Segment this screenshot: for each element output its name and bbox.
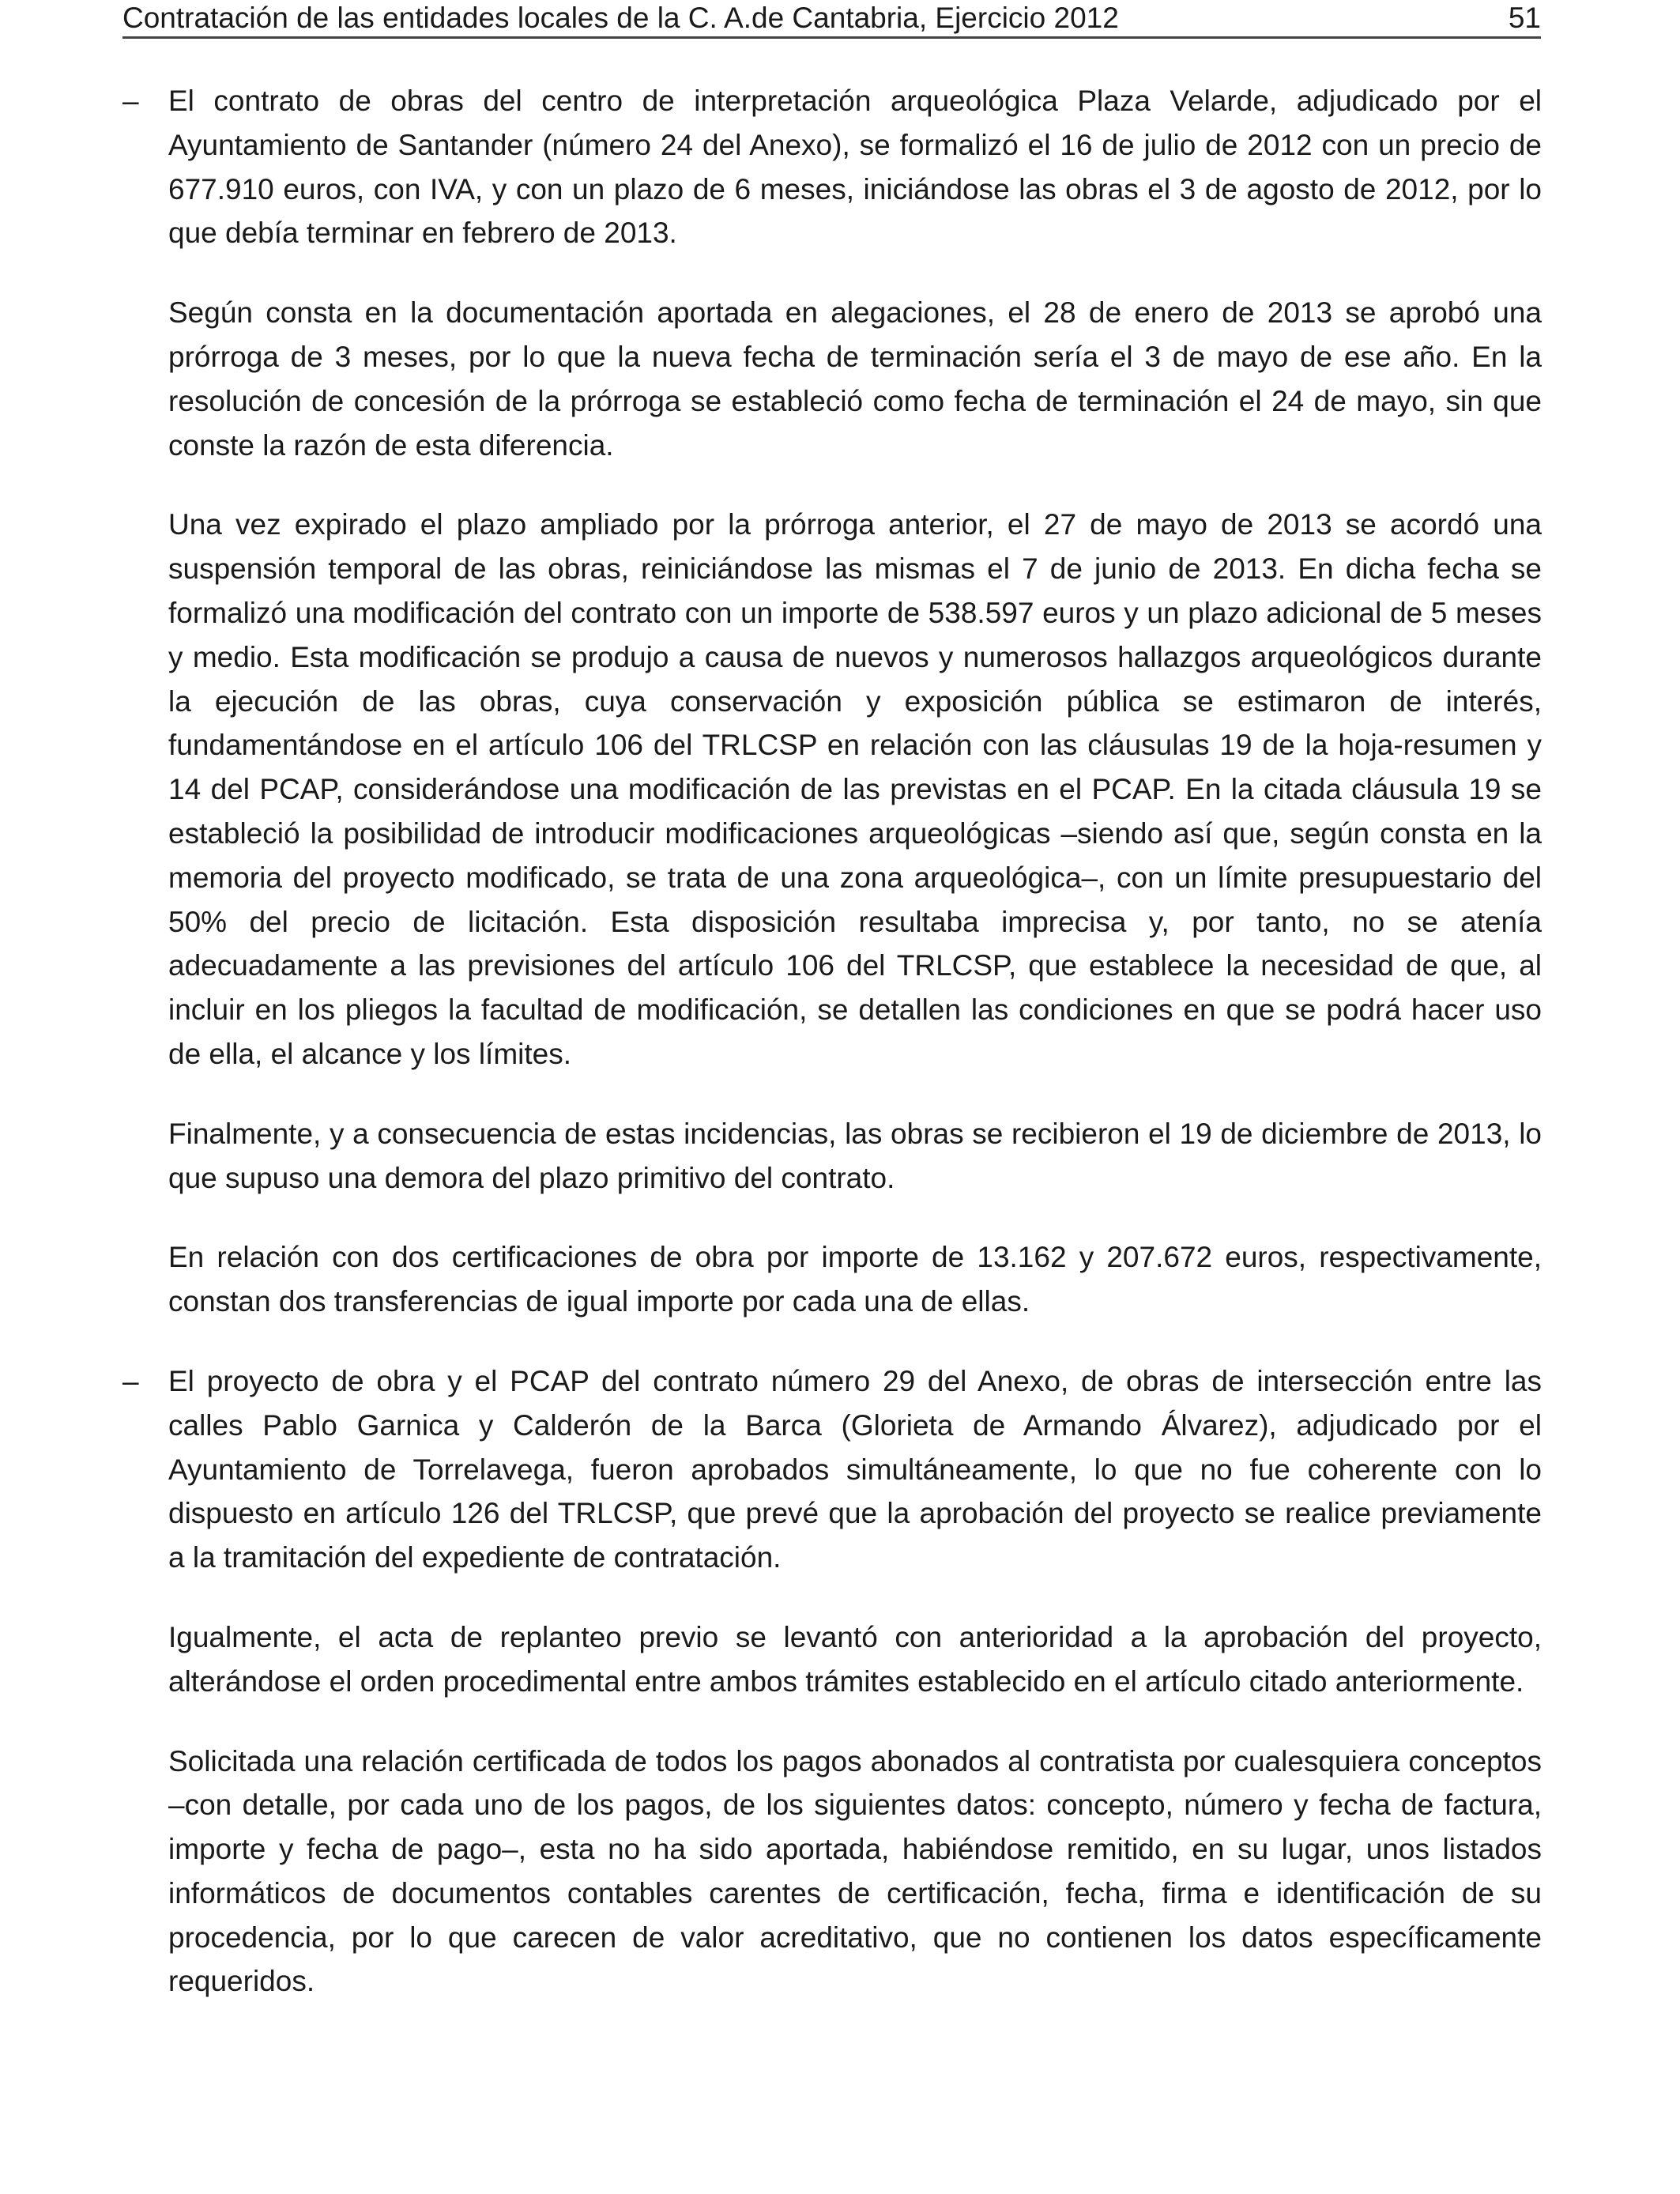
paragraph-text: Finalmente, y a consecuencia de estas incidencias, las obras se recibieron el 19 de diciembre de 2013, lo que supuso una demora del plazo primitivo del contrato. xyxy=(168,1117,1542,1194)
bullet-dash: – xyxy=(122,1364,139,1397)
bullet-dash: – xyxy=(122,85,139,117)
paragraph xyxy=(168,291,1542,467)
paragraph xyxy=(168,1615,1542,1704)
paragraph-text: El proyecto de obra y el PCAP del contrato número 29 del Anexo, de obras de intersección entre las calles Pablo Garnica y Calderón de la Barca (Glorieta de Armando Álvarez), adjudicado por el Ayuntamiento de Torrelavega, fueron aprobados simultáneamente, lo que no fue coherente con lo dispuesto en artículo 126 del TRLCSP, que prevé que la aprobación del proyecto se realice previamente a la tramitación del expediente de contratación. xyxy=(168,1364,1542,1574)
page-header xyxy=(122,0,1541,39)
paragraph-text: Una vez expirado el plazo ampliado por la prórroga anterior, el 27 de mayo de 2013 se acordó una suspensión temporal de las obras, reiniciándose las mismas el 7 de junio de 2013. En dicha fecha se formalizó una modificación del contrato con un importe de 538.597 euros y un plazo adicional de 5 meses y medio. Esta modificación se produjo a causa de nuevos y numerosos hallazgos arqueológicos durante la ejecución de las obras, cuya conservación y exposición pública se estimaron de interés, fundamentándose en el artículo 106 del TRLCSP en relación con las cláusulas 19 de la hoja-resumen y 14 del PCAP, considerándose una modificación de las previstas en el PCAP. En la citada cláusula 19 se estableció la posibilidad de introducir modificaciones arqueológicas –siendo así que, según consta en la memoria del proyecto modificado, se trata de una zona arqueológica–, con un límite presupuestario del 50% del precio de licitación. Esta disposición resultaba imprecisa y, por tanto, no se atenía adecuadamente a las previsiones del artículo 106 del TRLCSP, que establece la necesidad de que, al incluir en los pliegos la facultad de modificación, se detallen las condiciones en que se podrá hacer uso de ella, el alcance y los límites. xyxy=(168,508,1542,1070)
paragraph-text: En relación con dos certificaciones de obra por importe de 13.162 y 207.672 euros, respectivamente, constan dos transferencias de igual importe por cada una de ellas. xyxy=(168,1241,1542,1318)
paragraph xyxy=(168,1112,1542,1201)
paragraph xyxy=(168,1740,1542,2004)
header-title: Contratación de las entidades locales de la C. A.de Cantabria, Ejercicio 2012 xyxy=(122,2,1119,34)
paragraph-text: Según consta en la documentación aportada en alegaciones, el 28 de enero de 2013 se aprobó una prórroga de 3 meses, por lo que la nueva fecha de terminación sería el 3 de mayo de ese año. En la resolución de concesión de la prórroga se estableció como fecha de terminación el 24 de mayo, sin que conste la razón de esta diferencia. xyxy=(168,296,1542,462)
paragraph xyxy=(168,503,1542,1076)
page-number: 51 xyxy=(1508,2,1541,34)
paragraph xyxy=(122,1359,1542,1580)
paragraph xyxy=(168,1235,1542,1324)
paragraph-text: Igualmente, el acta de replanteo previo se levantó con anterioridad a la aprobación del proyecto, alterándose el orden procedimental entre ambos trámites establecido en el artículo citado anteriormente. xyxy=(168,1620,1542,1698)
paragraph xyxy=(122,79,1542,255)
document-body xyxy=(122,79,1542,2039)
paragraph-text: El contrato de obras del centro de interpretación arqueológica Plaza Velarde, adjudicado por el Ayuntamiento de Santander (número 24 del Anexo), se formalizó el 16 de julio de 2012 con un precio de 677.910 euros, con IVA, y con un plazo de 6 meses, iniciándose las obras el 3 de agosto de 2012, por lo que debía terminar en febrero de 2013. xyxy=(168,85,1542,250)
paragraph-text: Solicitada una relación certificada de todos los pagos abonados al contratista por cualesquiera conceptos –con detalle, por cada uno de los pagos, de los siguientes datos: concepto, número y fecha de factura, importe y fecha de pago–, esta no ha sido aportada, habiéndose remitido, en su lugar, unos listados informáticos de documentos contables carentes de certificación, fecha, firma e identificación de su procedencia, por lo que carecen de valor acreditativo, que no contienen los datos específicamente requeridos. xyxy=(168,1744,1542,1998)
